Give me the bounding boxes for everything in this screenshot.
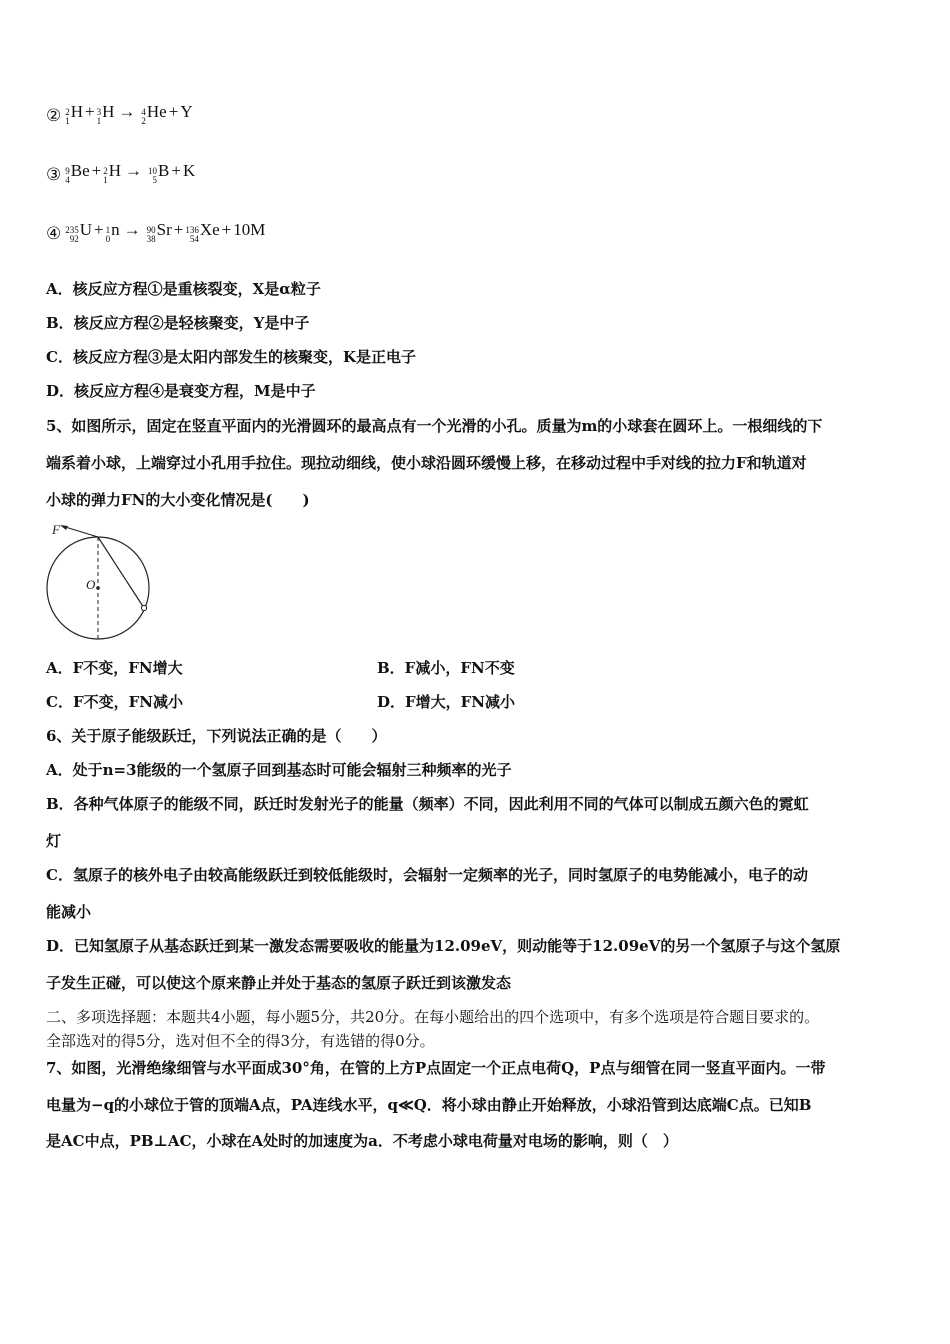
reactant-1-mass-number: 235 <box>65 225 79 235</box>
plus-sign: + <box>221 220 232 239</box>
reactant-2-mass-number: 3 <box>96 107 102 117</box>
force-label: F <box>52 522 60 537</box>
plus-sign: + <box>171 161 181 180</box>
reactant-2-mass-number: 1 <box>105 225 111 235</box>
unknown-particle: 10M <box>233 220 266 239</box>
reactant-2-indices <box>97 108 102 126</box>
q6-option-c-line-1: C．氢原子的核外电子由较高能级跃迁到较低能级时，会辐射一定频率的光子，同时氢原子的电势能减小，电子的动 <box>46 866 808 884</box>
ring-diagram <box>40 518 170 648</box>
section2-line-1: 二、多项选择题：本题共4小题，每小题5分，共20分。在每小题给出的四个选项中，有多个选项是符合题目要求的。 <box>46 1008 820 1026</box>
q5-option-b: B．F减小，FN不变 <box>377 659 515 677</box>
q5-option-a: A．F不变，FN增大 <box>46 659 183 677</box>
q5-option-d: D．F增大，FN减小 <box>377 693 516 711</box>
equation-marker: ③ <box>46 165 62 184</box>
string-line <box>98 537 144 608</box>
reactant-2-atomic-number: 1 <box>103 175 108 185</box>
reaction-arrow: → <box>123 220 141 239</box>
reactant-2 <box>103 161 121 187</box>
product-1-mass-number: 4 <box>141 107 146 117</box>
product-2-symbol: Xe <box>199 220 220 239</box>
product-1-mass-number: 90 <box>146 225 156 235</box>
reactant-2-atomic-number: 1 <box>96 116 102 126</box>
reactant-2-indices <box>103 167 108 185</box>
reactant-1-mass-number: 2 <box>65 107 70 117</box>
q5-stem-line-1: 5、如图所示，固定在竖直平面内的光滑圆环的最高点有一个光滑的小孔。质量为m的小球套在圆环上。一根细线的下 <box>46 417 823 435</box>
reactant-1-mass-number: 9 <box>65 166 70 176</box>
section2-line-2: 全部选对的得5分，选对但不全的得3分，有选错的得0分。 <box>46 1032 435 1050</box>
product-1-indices <box>141 108 146 126</box>
unknown-particle: Y <box>180 102 193 121</box>
product-2-mass-number: 136 <box>185 225 199 235</box>
product-1 <box>147 220 172 246</box>
product-2-indices <box>185 226 199 244</box>
product-1-atomic-number: 38 <box>146 234 156 244</box>
product-1-atomic-number: 5 <box>152 175 158 185</box>
plus-sign: + <box>173 220 184 239</box>
q4-option-d: D．核反应方程④是衰变方程，M是中子 <box>46 382 316 400</box>
force-arrow-head <box>60 525 68 530</box>
reactant-2-atomic-number: 0 <box>105 234 111 244</box>
reactant-2-symbol: H <box>108 161 122 180</box>
q7-stem-line-3: 是AC中点，PB⊥AC，小球在A处时的加速度为a．不考虑小球电荷量对电场的影响，则（ ） <box>46 1132 678 1150</box>
product-1 <box>141 102 166 128</box>
reactant-2 <box>97 102 115 128</box>
product-1-indices <box>148 167 157 185</box>
reactant-1-atomic-number: 4 <box>65 175 70 185</box>
q6-option-b-line-2: 灯 <box>46 832 62 850</box>
product-1-symbol: B <box>158 161 170 180</box>
q6-option-a: A．处于n=3能级的一个氢原子回到基态时可能会辐射三种频率的光子 <box>46 761 512 779</box>
reactant-2-mass-number: 2 <box>103 166 108 176</box>
reactant-2-indices <box>106 226 111 244</box>
center-point <box>96 586 100 590</box>
q6-option-c-line-2: 能减小 <box>46 903 92 921</box>
q6-option-d-line-2: 子发生正碰，可以使这个原来静止并处于基态的氢原子跃迁到该激发态 <box>46 974 512 992</box>
q5-stem-line-2: 端系着小球，上端穿过小孔用手拉住。现拉动细线，使小球沿圆环缓慢上移，在移动过程中手对线的拉力F和轨道对 <box>46 454 807 472</box>
q4-option-c: C．核反应方程③是太阳内部发生的核聚变，K是正电子 <box>46 348 416 366</box>
q4-option-b: B．核反应方程②是轻核聚变，Y是中子 <box>46 314 310 332</box>
product-1-symbol: He <box>146 102 167 121</box>
plus-sign: + <box>91 161 102 180</box>
product-1-symbol: Sr <box>156 220 172 239</box>
equation-2 <box>46 102 193 128</box>
reaction-arrow: → <box>118 102 136 121</box>
reactant-1-indices <box>65 167 70 185</box>
reactant-1-symbol: U <box>79 220 93 239</box>
plus-sign: + <box>168 102 179 121</box>
reactant-1 <box>65 161 89 187</box>
q6-option-b-line-1: B．各种气体原子的能级不同，跃迁时发射光子的能量（频率）不同，因此利用不同的气体可以制成五颜六色的霓虹 <box>46 795 809 813</box>
q6-option-d-line-1: D．已知氢原子从基态跃迁到某一激发态需要吸收的能量为12.09eV，则动能等于12.09eV的另一个氢原子与这个氢原 <box>46 937 841 955</box>
reactant-1-indices <box>65 108 70 126</box>
product-2 <box>185 220 219 246</box>
reactant-1-atomic-number: 1 <box>65 116 70 126</box>
ball <box>141 605 146 610</box>
q5-option-c: C．F不变，FN减小 <box>46 693 183 711</box>
equation-marker: ④ <box>46 224 62 243</box>
q7-stem-line-1: 7、如图，光滑绝缘细管与水平面成30°角，在管的上方P点固定一个正点电荷Q，P点与细管在同一竖直平面内。一带 <box>46 1059 826 1077</box>
reaction-arrow: → <box>125 161 143 180</box>
reactant-2 <box>106 220 120 246</box>
product-2-atomic-number: 54 <box>189 234 199 244</box>
reactant-1 <box>65 220 92 246</box>
product-1-indices <box>147 226 156 244</box>
equation-4 <box>46 220 265 246</box>
reactant-1-indices <box>65 226 79 244</box>
q6-stem: 6、关于原子能级跃迁，下列说法正确的是（ ） <box>46 727 387 745</box>
reactant-2-symbol: n <box>111 220 120 239</box>
reactant-2-symbol: H <box>102 102 115 121</box>
product-1-mass-number: 10 <box>148 166 158 176</box>
q4-option-a: A．核反应方程①是重核裂变，X是α粒子 <box>46 280 321 298</box>
product-1 <box>148 161 169 187</box>
reactant-1 <box>65 102 83 128</box>
plus-sign: + <box>85 102 95 121</box>
equation-3 <box>46 161 195 187</box>
reactant-1-symbol: Be <box>70 161 90 180</box>
unknown-particle: K <box>182 161 196 180</box>
force-arrow <box>62 526 98 537</box>
reactant-1-symbol: H <box>70 102 84 121</box>
product-1-atomic-number: 2 <box>141 116 146 126</box>
reactant-1-atomic-number: 92 <box>69 234 79 244</box>
plus-sign: + <box>94 220 104 239</box>
q7-stem-line-2: 电量为−q的小球位于管的顶端A点，PA连线水平，q≪Q．将小球由静止开始释放，小球沿管到达底端C点。已知B <box>46 1096 812 1114</box>
equation-marker: ② <box>46 106 62 125</box>
center-label: O <box>86 577 96 592</box>
q5-stem-line-3: 小球的弹力FN的大小变化情况是( ) <box>46 491 310 509</box>
